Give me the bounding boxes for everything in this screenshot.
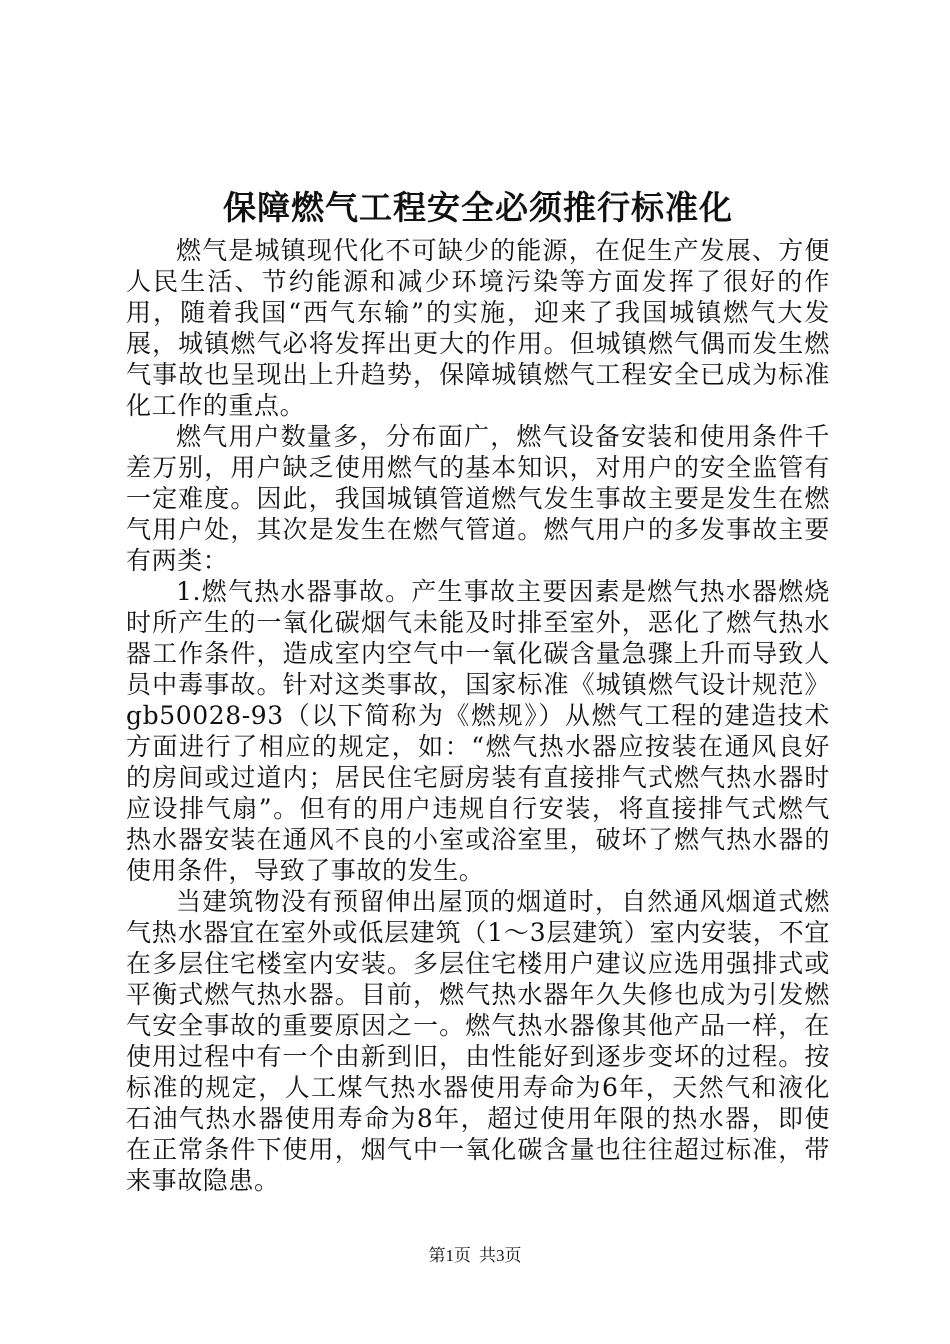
page-footer — [0, 1244, 950, 1268]
document-page — [126, 183, 830, 1196]
paragraph: 燃气用户数量多，分布面广，燃气设备安装和使用条件千差万别，用户缺乏使用燃气的基本知识，对用户的安全监管有一定难度。因此，我国城镇管道燃气发生事故主要是发生在燃气用户处，其次是发生在燃气管道。燃气用户的多发事故主要有两类： — [126, 422, 830, 575]
paragraph: 燃气是城镇现代化不可缺少的能源，在促生产发展、方便人民生活、节约能源和减少环境污染等方面发挥了很好的作用，随着我国“西气东输”的实施，迎来了我国城镇燃气大发展，城镇燃气必将发挥出更大的作用。但城镇燃气偶而发生燃气事故也呈现出上升趋势，保障城镇燃气工程安全已成为标准化工作的重点。 — [126, 236, 830, 420]
page-total: 共3页 — [479, 1246, 522, 1265]
document-title: 保障燃气工程安全必须推行标准化 — [223, 188, 733, 227]
paragraph: 当建筑物没有预留伸出屋顶的烟道时，自然通风烟道式燃气热水器宜在室外或低层建筑（1～3层建筑）室内安装，不宜在多层住宅楼室内安装。多层住宅楼用户建议应选用强排式或平衡式燃气热水器。目前，燃气热水器年久失修也成为引发燃气安全事故的重要原因之一。燃气热水器像其他产品一样，在使用过程中有一个由新到旧，由性能好到逐步变坏的过程。按标准的规定，人工煤气热水器使用寿命为6年，天然气和液化石油气热水器使用寿命为8年，超过使用年限的热水器，即使在正常条件下使用，烟气中一氧化碳含量也往往超过标准，带来事故隐患。 — [126, 887, 830, 1195]
paragraph: 1.燃气热水器事故。产生事故主要因素是燃气热水器燃烧时所产生的一氧化碳烟气未能及时排至室外，恶化了燃气热水器工作条件，造成室内空气中一氧化碳含量急骤上升而导致人员中毒事故。针对这类事故，国家标准《城镇燃气设计规范》gb50028-93（以下简称为《燃规》）从燃气工程的建造技术方面进行了相应的规定，如：“燃气热水器应按装在通风良好的房间或过道内；居民住宅厨房装有直接排气式燃气热水器时应设排气扇”。但有的用户违规自行安装，将直接排气式燃气热水器安装在通风不良的小室或浴室里，破坏了燃气热水器的使用条件，导致了事故的发生。 — [126, 577, 830, 885]
document-body — [126, 235, 830, 1196]
page-number: 第1页 — [428, 1246, 471, 1265]
